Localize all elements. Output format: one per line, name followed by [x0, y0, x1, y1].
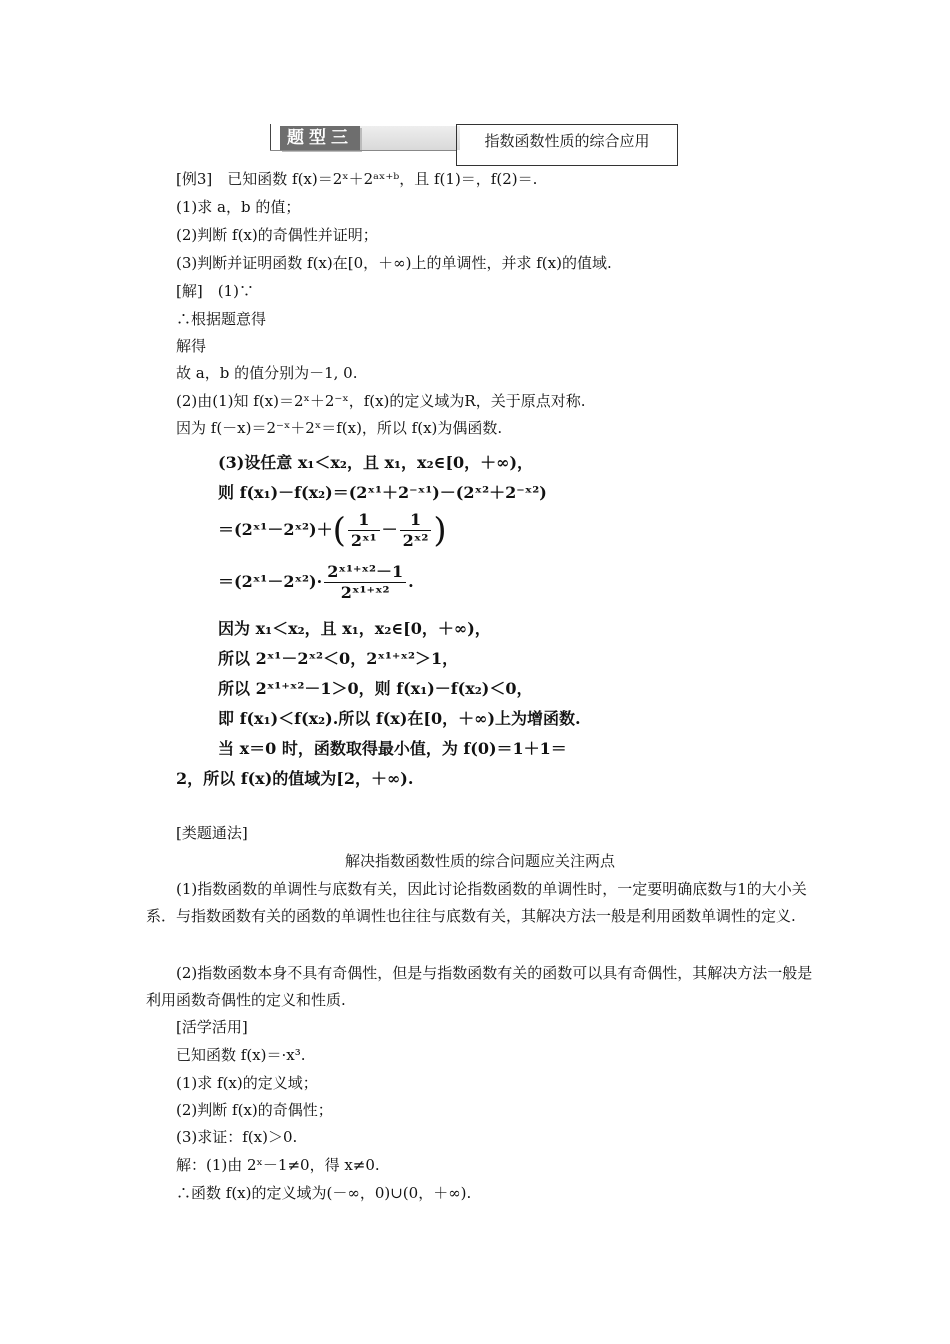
solution-start: [解] (1)∵ [176, 282, 254, 300]
solution-answer-1: 故 a，b 的值分别为－1, 0. [176, 364, 358, 382]
practice-solution: 解：(1)由 2ˣ－1≠0，得 x≠0. [176, 1156, 380, 1174]
header-divider [270, 124, 271, 150]
proof-line: 因为 x₁＜x₂，且 x₁，x₂∈[0，＋∞)， [218, 619, 491, 638]
proof-line-fraction: ＝(2ˣ¹－2ˣ²)· $\frac{\text{2ˣ¹⁺ˣ²－1}}{\text{2ˣ¹⁺ˣ²}}$ . [218, 562, 414, 602]
proof-line: (3)设任意 x₁＜x₂，且 x₁，x₂∈[0，＋∞)， [218, 453, 534, 472]
solution-line: 解得 [176, 337, 207, 355]
proof-line: 则 f(x₁)－f(x₂)＝(2ˣ¹＋2⁻ˣ¹)－(2ˣ²＋2⁻ˣ²) [218, 483, 547, 502]
header-underline [270, 150, 456, 151]
proof-line: 2，所以 f(x)的值域为[2，＋∞). [176, 769, 414, 788]
proof-line: 当 x＝0 时，函数取得最小值，为 f(0)＝1＋1＝ [218, 739, 567, 758]
method-heading: [类题通法] [176, 824, 248, 842]
fraction: $\frac{1}{\text{2ˣ²}}$ [400, 510, 432, 551]
proof-line: 所以 2ˣ¹⁺ˣ²－1＞0，则 f(x₁)－f(x₂)＜0， [218, 679, 533, 698]
proof-line-fraction: ＝(2ˣ¹－2ˣ²)＋( $\frac{1}{\text{2ˣ¹}}$ － $\frac{1}{\text{2ˣ²}}$ ) [218, 510, 447, 551]
solution-line: ∴根据题意得 [176, 310, 267, 328]
proof-line: 所以 2ˣ¹－2ˣ²＜0，2ˣ¹⁺ˣ²＞1， [218, 649, 459, 668]
question-1: (1)求 a，b 的值； [176, 198, 301, 216]
section-header [270, 124, 680, 168]
method-paragraph-2: (2)指数函数本身不具有奇偶性，但是与指数函数有关的函数可以具有奇偶性，其解决方法一般是利用函数奇偶性的定义和性质. [146, 964, 813, 1009]
section-label: 题型三 [280, 126, 360, 150]
fraction: $\frac{\text{2ˣ¹⁺ˣ²－1}}{\text{2ˣ¹⁺ˣ²}}$ [324, 562, 406, 603]
example-statement: [例3] 已知函数 f(x)＝2ˣ＋2ᵃˣ⁺ᵇ，且 f(1)＝，f(2)＝. [176, 170, 538, 188]
proof-expr: ＝(2ˣ¹－2ˣ²)＋ [218, 520, 333, 539]
question-2: (2)判断 f(x)的奇偶性并证明； [176, 226, 378, 244]
proof-expr: ＝(2ˣ¹－2ˣ²)· [218, 572, 323, 591]
practice-question-2: (2)判断 f(x)的奇偶性； [176, 1101, 333, 1119]
practice-heading: [活学活用] [176, 1018, 248, 1036]
section-label-bar [280, 126, 460, 150]
practice-question-3: (3)求证：f(x)＞0. [176, 1128, 298, 1146]
question-3: (3)判断并证明函数 f(x)在[0，＋∞)上的单调性，并求 f(x)的值域. [176, 254, 612, 272]
proof-line: 即 f(x₁)＜f(x₂).所以 f(x)在[0，＋∞)上为增函数. [218, 709, 581, 728]
practice-problem: 已知函数 f(x)＝·x³. [176, 1046, 306, 1064]
section-topic: 指数函数性质的综合应用 [456, 124, 678, 166]
method-title: 解决指数函数性质的综合问题应关注两点 [344, 852, 615, 870]
fraction: $\frac{1}{\text{2ˣ¹}}$ [348, 510, 380, 551]
method-paragraph-1: (1)指数函数的单调性与底数有关，因此讨论指数函数的单调性时，一定要明确底数与1的大小关系．与指数函数有关的函数的单调性也往往与底数有关，其解决方法一般是利用函数单调性的定义. [146, 880, 807, 925]
practice-question-1: (1)求 f(x)的定义域； [176, 1074, 318, 1092]
practice-solution: ∴函数 f(x)的定义域为(－∞，0)∪(0，＋∞). [176, 1184, 472, 1202]
solution-part-2: (2)由(1)知 f(x)＝2ˣ＋2⁻ˣ，f(x)的定义域为R，关于原点对称. [176, 392, 586, 410]
solution-part-2-conclusion: 因为 f(－x)＝2⁻ˣ＋2ˣ＝f(x)，所以 f(x)为偶函数. [176, 419, 503, 437]
